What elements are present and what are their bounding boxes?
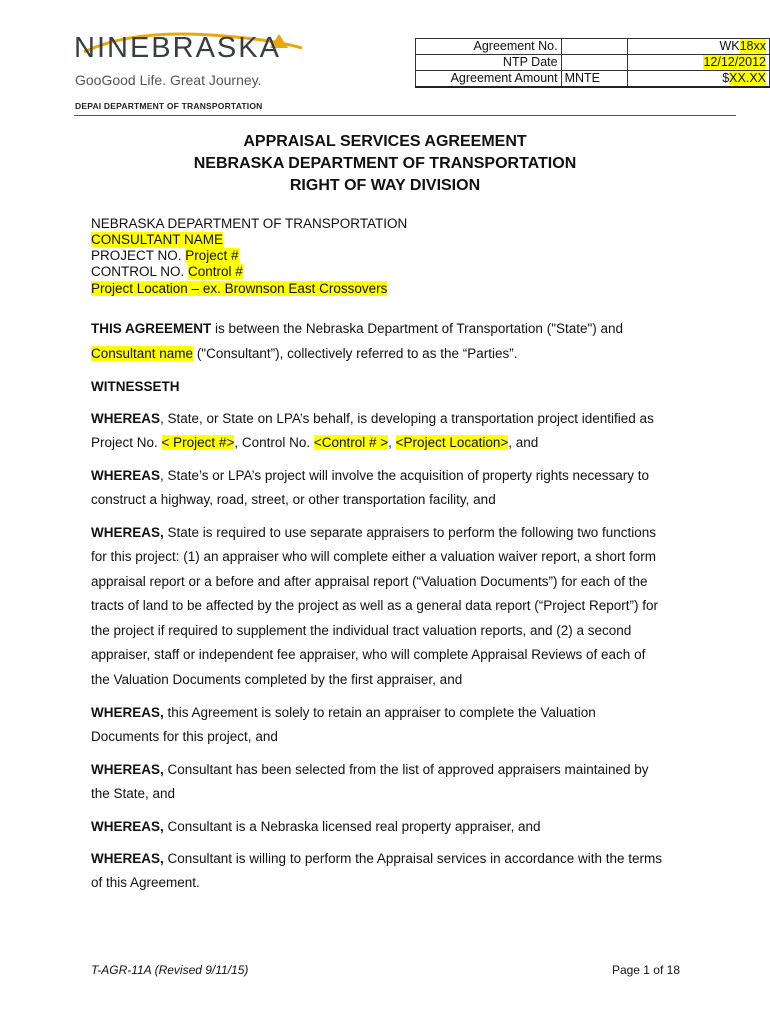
address-control-no: CONTROL NO. Control # (91, 264, 243, 279)
ntp-date-row (416, 55, 770, 71)
address-project-no: PROJECT NO. Project # (91, 248, 239, 263)
ntp-date-label: NTP Date (416, 55, 562, 71)
intro-line-1: THIS AGREEMENT is between the Nebraska Department of Transportation ("State") and (91, 321, 624, 336)
agreement-amount-row (416, 71, 770, 88)
agreement-info-table (415, 38, 770, 88)
header-divider (74, 115, 736, 116)
title-line-2: NEBRASKA DEPARTMENT OF TRANSPORTATION (193, 155, 577, 172)
address-location: Project Location – ex. Brownson East Crossovers (91, 281, 388, 296)
agreement-no-value: WK18xx (627, 39, 769, 55)
title-line-1: APPRAISAL SERVICES AGREEMENT (243, 133, 527, 150)
whereas-7-line-2: of this Agreement. (91, 875, 200, 890)
address-department: NEBRASKA DEPARTMENT OF TRANSPORTATION (91, 216, 408, 231)
logo-tagline: GooGood Life. Great Journey. (75, 72, 262, 88)
witnesseth-heading: WITNESSETH (91, 379, 180, 394)
agreement-no-mid (561, 39, 627, 55)
whereas-3-line-2: for this project: (1) an appraiser who will complete either a valuation waiver report, a short form (91, 549, 656, 564)
whereas-5-line-2: the State, and (91, 786, 176, 801)
footer-form-id: T-AGR-11A (Revised 9/11/15) (91, 963, 249, 977)
logo-department: DEPAI DEPARTMENT OF TRANSPORTATION (75, 101, 263, 111)
whereas-3-line-6: appraiser, staff or independent fee appraiser, who will complete Appraisal Reviews of each of (91, 647, 646, 662)
whereas-3-line-3: appraisal report or a before and after appraisal report (“Valuation Documents”) for each of the (91, 574, 648, 589)
whereas-3-line-7: the Valuation Documents completed by the first appraiser, and (91, 672, 463, 687)
whereas-5-line-1: WHEREAS, Consultant has been selected from the list of approved appraisers maintained by (91, 762, 649, 777)
nebraska-logo (74, 30, 304, 115)
whereas-6-line-1: WHEREAS, Consultant is a Nebraska licensed real property appraiser, and (91, 819, 541, 834)
agreement-no-row (416, 39, 770, 55)
title-line-3: RIGHT OF WAY DIVISION (289, 177, 481, 194)
agreement-amount-value: $XX.XX (627, 71, 769, 88)
whereas-2-line-2: construct a highway, road, street, or other transportation facility, and (91, 492, 496, 507)
whereas-3-line-4: tracts of land to be affected by the project as well as a general data report (“Project Report”) for (91, 598, 659, 613)
agreement-amount-type: MNTE (561, 71, 627, 88)
whereas-2-line-1: WHEREAS, State’s or LPA’s project will involve the acquisition of property rights necessary to (91, 468, 650, 483)
whereas-3-line-5: the project if required to supplement the individual tract valuation reports, and (2) a second (91, 623, 632, 638)
agreement-no-label: Agreement No. (416, 39, 562, 55)
whereas-1-line-1: WHEREAS, State, or State on LPA’s behalf, is developing a transportation project identified as (91, 411, 654, 426)
whereas-4-line-1: WHEREAS, this Agreement is solely to retain an appraiser to complete the Valuation (91, 705, 596, 720)
agreement-amount-label: Agreement Amount (416, 71, 562, 88)
footer-page-number: Page 1 of 18 (611, 963, 680, 977)
logo-wordmark: NINEBRASKA (74, 32, 281, 64)
address-consultant: CONSULTANT NAME (91, 232, 224, 247)
whereas-7-line-1: WHEREAS, Consultant is willing to perform the Appraisal services in accordance with the terms (91, 851, 662, 866)
ntp-date-value: 12/12/2012 (627, 55, 769, 71)
intro-line-2: Consultant name ("Consultant”), collectively referred to as the “Parties”. (91, 346, 518, 361)
whereas-4-line-2: Documents for this project, and (91, 729, 278, 744)
whereas-1-line-2: Project No. < Project #>, Control No. <Control # >, <Project Location>, and (91, 435, 539, 450)
ntp-date-mid (561, 55, 627, 71)
whereas-3-line-1: WHEREAS, State is required to use separate appraisers to perform the following two functions (91, 525, 657, 540)
